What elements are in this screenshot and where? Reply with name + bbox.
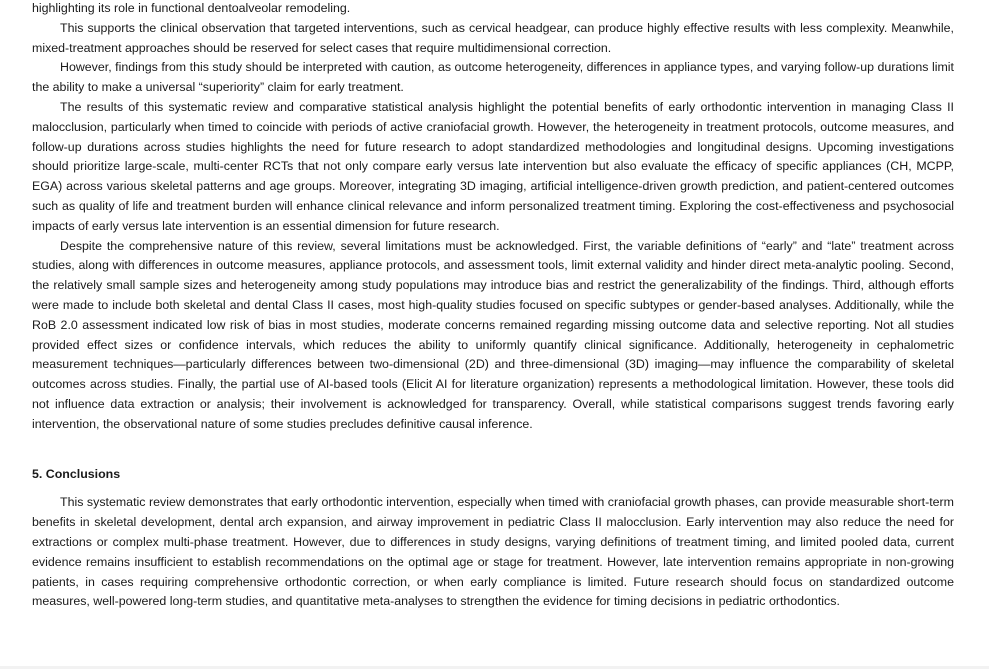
discussion-paragraph-headgear: This supports the clinical observation that targeted interventions, such as cervical headgear, can produce highly effective results with less complexity. Meanwhile, mixed-treatment approaches should be reserved for select cases that require multidimensional correction. — [32, 20, 954, 55]
article-body — [32, 0, 954, 612]
discussion-paragraph-limitations: Despite the comprehensive nature of this review, several limitations must be acknowledged. First, the variable definitions of “early” and “late” treatment across studies, along with differences in outcome measures, appliance protocols, and assessment tools, limit external validity and hinder direct meta-analytic pooling. Second, the relatively small sample sizes and heterogeneity among study populations may introduce bias and restrict the generalizability of the findings. Third, although efforts were made to include both skeletal and dental Class II cases, most high-quality studies focused on specific subtypes or gender-based analyses. Additionally, while the RoB 2.0 assessment indicated low risk of bias in most studies, moderate concerns remained regarding missing outcome data and selective reporting. Not all studies provided effect sizes or confidence intervals, which reduces the ability to uniformly quantify clinical significance. Additionally, heterogeneity in cephalometric measurement techniques—particularly differences between two-dimensional (2D) and three-dimensional (3D) imaging—may influence the comparability of skeletal outcomes across studies. Finally, the partial use of AI-based tools (Elicit AI for literature organization) represents a methodological limitation. However, these tools did not influence data extraction or analysis; their involvement is acknowledged for transparency. Overall, while statistical comparisons suggest trends favoring early intervention, the observational nature of some studies precludes definitive causal inference. — [32, 238, 954, 431]
section-heading-conclusions: 5. Conclusions — [32, 466, 121, 481]
conclusions-paragraph: This systematic review demonstrates that early orthodontic intervention, especially when timed with craniofacial growth phases, can provide measurable short-term benefits in skeletal development, dental arch expansion, and airway improvement in pediatric Class II malocclusion. Early intervention may also reduce the need for extractions or complex multi-phase treatment. However, due to differences in study designs, varying definitions of treatment timing, and limited pooled data, current evidence remains insufficient to establish recommendations on the optimal age or stage for treatment. However, late intervention remains appropriate in non-growing patients, in cases requiring comprehensive orthodontic correction, or when early compliance is limited. Future research should focus on standardized outcome measures, well-powered long-term studies, and quantitative meta-analyses to strengthen the evidence for timing decisions in pediatric orthodontics. — [32, 495, 954, 609]
discussion-paragraph-continuation: highlighting its role in functional dentoalveolar remodeling. — [32, 1, 351, 15]
discussion-paragraph-caution: However, findings from this study should be interpreted with caution, as outcome heterogeneity, differences in appliance types, and varying follow-up durations limit the ability to make a universal “superiority” claim for early treatment. — [32, 60, 954, 95]
discussion-paragraph-future-research: The results of this systematic review and comparative statistical analysis highlight the potential benefits of early orthodontic intervention in managing Class II malocclusion, particularly when timed to coincide with periods of active craniofacial growth. However, the heterogeneity in treatment protocols, outcome measures, and follow-up durations across studies highlights the need for future research to adopt standardized methodologies and longitudinal designs. Upcoming investigations should prioritize large-scale, multi-center RCTs that not only compare early versus late intervention but also evaluate the efficacy of specific appliances (CH, MCPP, EGA) across various skeletal patterns and age groups. Moreover, integrating 3D imaging, artificial intelligence-driven growth prediction, and patient-centered outcomes such as quality of life and treatment burden will enhance clinical relevance and inform personalized treatment timing. Exploring the cost-effectiveness and psychosocial impacts of early versus late intervention is an essential dimension for future research. — [32, 99, 954, 233]
